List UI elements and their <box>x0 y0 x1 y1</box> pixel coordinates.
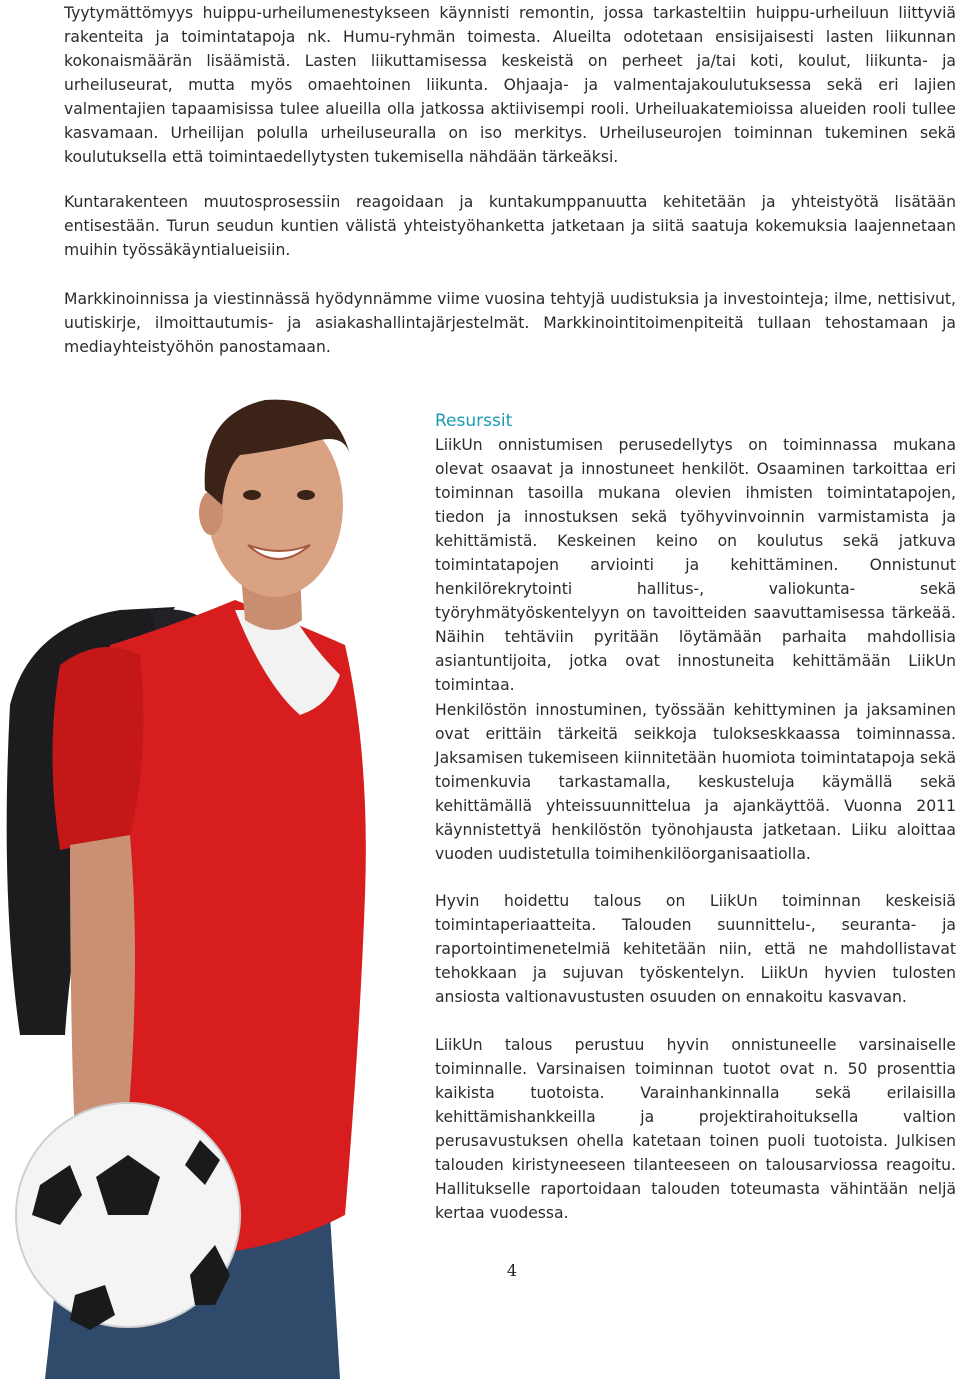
tshirt-sleeve <box>53 647 144 850</box>
page-number: 4 <box>506 1261 518 1280</box>
left-eye <box>243 490 261 500</box>
resources-paragraph-1: LiikUn onnistumisen perusedellytys on toiminnassa mukana olevat osaavat ja innostuneet henkilöt. Osaaminen tarkoittaa eri toiminnan tasoilla mukana olevien ihmisten toimintatapojen, tiedon ja innostuksen sekä työhyvinvoinnin varmistamista ja kehittämistä. Keskeinen keino on koulutus sekä jatkuva toimintatapojen arviointi ja kehittäminen. Onnistunut henkilörekrytointi hallitus-, valiokunta- sekä työryhmätyöskentelyyn on tavoitteiden saavuttamisessa tärkeää. Näihin tehtäviin pyritään löytämään parhaita mahdollisia asiantuntijoita, jotka ovat innostuneita kehittämään LiikUn toimintaa. <box>435 436 956 694</box>
resources-paragraph-2: Henkilöstön innostuminen, työssään kehittyminen ja jaksaminen ovat erittäin tärkeitä seikkoja tulokseskkaassa toiminnassa. Jaksamisen tukemiseen kiinnitetään huomiota toimintatapoja sekä toimenkuvia tarkastamalla, keskusteluja käymällä sekä kehittämällä yhteissuunnittelua ja ajankäyttöä. Vuonna 2011 käynnistettyä henkilöstön työnohjausta jatketaan. Liiku aloittaa vuoden uudistetulla toimihenkilöorganisaatiolla. <box>435 701 956 863</box>
boy-with-backpack-and-football-photo <box>0 395 434 1379</box>
resources-paragraph-4: LiikUn talous perustuu hyvin onnistuneelle varsinaiselle toiminnalle. Varsinaisen toiminnan tuotot ovat n. 50 prosenttia kaikista tuotoista. Varainhankinnalla sekä erilaisilla kehittämishankkeilla ja projektirahoituksella valtion perusavustuksen ohella katetaan toinen puoli tuotoista. Julkisen talouden kiristyneeseen tilanteeseen on talousarviossa reagoitu. Hallitukselle raportoidaan talouden toteumasta vähintään neljä kertaa vuodessa. <box>435 1036 956 1222</box>
resources-heading: Resurssit <box>435 411 513 431</box>
intro-paragraph-1: Tyytymättömyys huippu-urheilumenestykseen käynnisti remontin, jossa tarkasteltiin huippu-urheiluun liittyviä rakenteita ja toimintatapoja nk. Humu-ryhmän toimesta. Alueilta odotetaan ensisijaisesti lasten liikunnan kokonaismäärän lisäämistä. Lasten liikuttamisessa keskeistä on perheet ja/tai koti, koulut, liikunta- ja urheiluseurat, mutta myös omaehtoinen liikunta. Ohjaaja- ja valmentajakoulutuksessa sekä eri lajien valmentajien tapaamisissa tulee alueilla olla jatkossa aktiivisempi rooli. Urheiluakatemioissa alueiden rooli tullee kasvamaan. Urheilijan polulla urheiluseuralla on iso merkitys. Urheiluseurojen toiminnan tukeminen sekä koulutuksella että toimintaedellytysten tukemisella nähdään tärkeäksi. <box>64 4 956 166</box>
intro-paragraph-2: Kuntarakenteen muutosprosessiin reagoidaan ja kuntakumppanuutta kehitetään ja yhteistyötä lisätään entisestään. Turun seudun kuntien välistä yhteistyöhanketta jatketaan ja siitä saatuja kokemuksia laajennetaan muihin työssäkäyntialueisiin. <box>64 193 956 259</box>
resources-paragraph-3: Hyvin hoidettu talous on LiikUn toiminnan keskeisiä toimintaperiaatteita. Talouden suunnittelu-, seuranta- ja raportointimenetelmiä kehitetään niin, että ne mahdollistavat tehokkaan ja sujuvan työskentelyn. LiikUn hyvien tulosten ansiosta valtionavustusten osuuden on ennakoitu kasvavan. <box>435 892 956 1006</box>
right-eye <box>297 490 315 500</box>
intro-paragraph-3: Markkinoinnissa ja viestinnässä hyödynnämme viime vuosina tehtyjä uudistuksia ja investointeja; ilme, nettisivut, uutiskirje, ilmoittautumis- ja asiakashallintajärjestelmät. Markkinointitoimenpiteitä tullaan tehostamaan ja mediayhteistyöhön panostamaan. <box>64 290 956 356</box>
